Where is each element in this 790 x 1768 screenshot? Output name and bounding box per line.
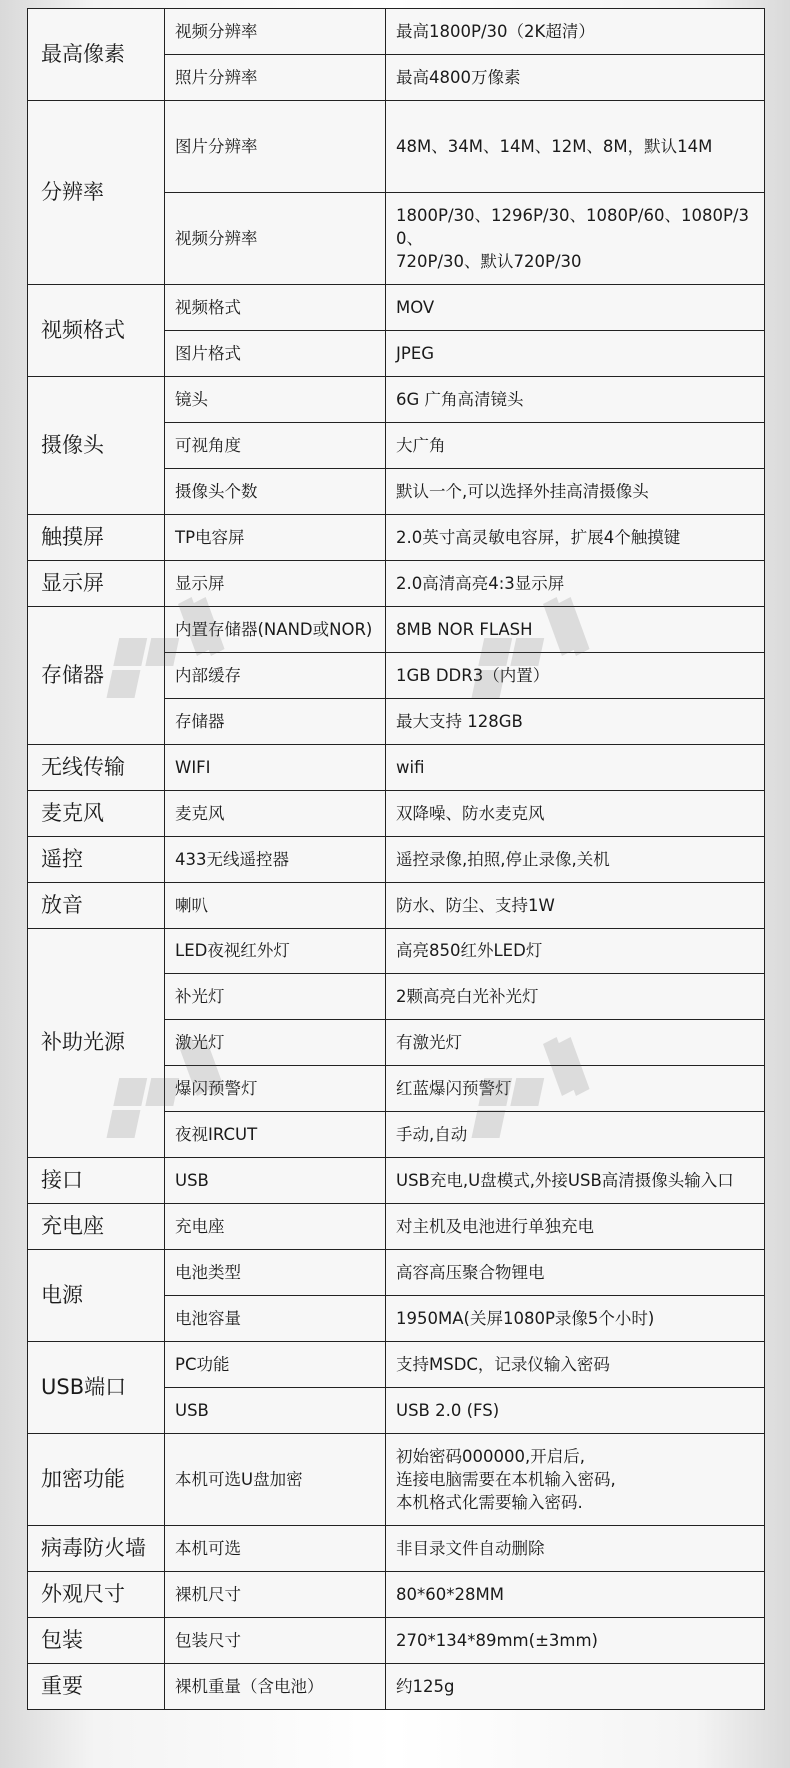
table-row	[28, 1433, 765, 1525]
item-value-line: 最大支持 128GB	[396, 711, 523, 731]
category-cell: 遥控	[28, 836, 165, 882]
item-value-cell	[386, 744, 765, 790]
item-value-cell	[386, 1433, 765, 1525]
item-name-cell: 视频分辨率	[165, 193, 386, 285]
category-cell: 电源	[28, 1250, 165, 1342]
table-row	[28, 1158, 765, 1204]
item-value-line: wifi	[396, 757, 425, 777]
item-value-line: 2.0英寸高灵敏电容屏，扩展4个触摸键	[396, 527, 681, 547]
item-value-line: USB充电,U盘模式,外接USB高清摄像头输入口	[396, 1171, 734, 1191]
item-value-line: JPEG	[396, 344, 435, 364]
item-value-line: 对主机及电池进行单独充电	[396, 1217, 594, 1237]
category-cell: USB端口	[28, 1342, 165, 1434]
table-row	[28, 1204, 765, 1250]
table-row	[28, 1618, 765, 1664]
table-row	[28, 882, 765, 928]
table-row	[28, 744, 765, 790]
item-value-line: 8MB NOR FLASH	[396, 619, 533, 639]
item-value-cell	[386, 652, 765, 698]
item-value-cell	[386, 698, 765, 744]
item-name-cell: TP电容屏	[165, 514, 386, 560]
item-name-cell: 433无线遥控器	[165, 836, 386, 882]
item-name-cell: 爆闪预警灯	[165, 1066, 386, 1112]
category-cell: 最高像素	[28, 9, 165, 101]
item-name-cell: 电池类型	[165, 1250, 386, 1296]
category-cell: 病毒防火墙	[28, 1526, 165, 1572]
item-value-line: 默认一个,可以选择外挂高清摄像头	[396, 481, 649, 501]
category-cell: 触摸屏	[28, 514, 165, 560]
category-cell: 显示屏	[28, 560, 165, 606]
item-name-cell: 镜头	[165, 377, 386, 423]
table-row	[28, 790, 765, 836]
category-cell: 充电座	[28, 1204, 165, 1250]
item-value-cell	[386, 1296, 765, 1342]
item-name-cell: WIFI	[165, 744, 386, 790]
category-cell: 补助光源	[28, 928, 165, 1158]
table-row	[28, 1572, 765, 1618]
item-value-cell	[386, 331, 765, 377]
item-name-cell: 本机可选U盘加密	[165, 1433, 386, 1525]
item-value-cell	[386, 1204, 765, 1250]
table-row	[28, 514, 765, 560]
item-name-cell: 可视角度	[165, 423, 386, 469]
item-value-cell	[386, 1158, 765, 1204]
item-value-cell	[386, 1572, 765, 1618]
category-cell: 重要	[28, 1663, 165, 1709]
item-name-cell: 内部缓存	[165, 652, 386, 698]
item-name-cell: 夜视IRCUT	[165, 1112, 386, 1158]
category-cell: 放音	[28, 882, 165, 928]
item-value-line: 本机格式化需要输入密码.	[396, 1493, 583, 1513]
item-value-cell	[386, 928, 765, 974]
item-name-cell: 激光灯	[165, 1020, 386, 1066]
category-cell: 外观尺寸	[28, 1572, 165, 1618]
item-value-cell	[386, 836, 765, 882]
item-value-line: 大广角	[396, 435, 446, 455]
item-value-line: 最高1800P/30（2K超清）	[396, 21, 595, 41]
item-value-cell	[386, 514, 765, 560]
item-value-cell	[386, 1066, 765, 1112]
category-cell: 加密功能	[28, 1433, 165, 1525]
category-cell: 摄像头	[28, 377, 165, 515]
category-cell: 分辨率	[28, 100, 165, 284]
item-value-line: 初始密码000000,开启后,	[396, 1447, 585, 1467]
item-value-line: 最高4800万像素	[396, 67, 521, 87]
item-value-cell	[386, 468, 765, 514]
category-cell: 无线传输	[28, 744, 165, 790]
item-value-line: 1GB DDR3（内置）	[396, 665, 550, 685]
item-value-line: 270*134*89mm(±3mm)	[396, 1630, 598, 1650]
item-value-line: 约125g	[396, 1676, 455, 1696]
item-name-cell: 视频分辨率	[165, 9, 386, 55]
category-cell: 视频格式	[28, 285, 165, 377]
item-value-cell	[386, 1526, 765, 1572]
item-value-line: 红蓝爆闪预警灯	[396, 1079, 512, 1099]
item-name-cell: 图片格式	[165, 331, 386, 377]
item-name-cell: 裸机重量（含电池）	[165, 1663, 386, 1709]
item-value-cell	[386, 882, 765, 928]
table-row	[28, 9, 765, 55]
item-value-line: 2.0高清高亮4:3显示屏	[396, 573, 565, 593]
table-row	[28, 1342, 765, 1388]
item-value-line: 手动,自动	[396, 1125, 468, 1145]
item-value-line: 高容高压聚合物锂电	[396, 1263, 545, 1283]
item-value-cell	[386, 1663, 765, 1709]
item-name-cell: 摄像头个数	[165, 468, 386, 514]
item-value-cell	[386, 560, 765, 606]
item-value-cell	[386, 1250, 765, 1296]
item-name-cell: 内置存储器(NAND或NOR)	[165, 606, 386, 652]
item-value-cell	[386, 54, 765, 100]
item-name-cell: USB	[165, 1388, 386, 1434]
item-value-cell	[386, 606, 765, 652]
item-value-cell	[386, 1112, 765, 1158]
table-row	[28, 928, 765, 974]
item-name-cell: 喇叭	[165, 882, 386, 928]
item-value-cell	[386, 790, 765, 836]
item-value-line: 高亮850红外LED灯	[396, 941, 543, 961]
item-value-cell	[386, 974, 765, 1020]
item-value-line: 有激光灯	[396, 1033, 462, 1053]
item-name-cell: 本机可选	[165, 1526, 386, 1572]
item-value-cell	[386, 100, 765, 192]
item-value-cell	[386, 1342, 765, 1388]
table-row	[28, 836, 765, 882]
table-row	[28, 1250, 765, 1296]
table-row	[28, 1526, 765, 1572]
item-name-cell: 存储器	[165, 698, 386, 744]
item-name-cell: 裸机尺寸	[165, 1572, 386, 1618]
item-name-cell: 电池容量	[165, 1296, 386, 1342]
item-value-line: 720P/30、默认720P/30	[396, 252, 582, 272]
item-value-cell	[386, 1020, 765, 1066]
item-value-line: 连接电脑需要在本机输入密码,	[396, 1470, 616, 1490]
item-value-line: 1950MA(关屏1080P录像5个小时)	[396, 1309, 655, 1329]
item-name-cell: 照片分辨率	[165, 54, 386, 100]
item-value-line: 防水、防尘、支持1W	[396, 895, 555, 915]
category-cell: 麦克风	[28, 790, 165, 836]
item-value-cell	[386, 193, 765, 285]
item-name-cell: 视频格式	[165, 285, 386, 331]
category-cell: 存储器	[28, 606, 165, 744]
item-value-line: 非目录文件自动删除	[396, 1539, 545, 1559]
item-value-line: USB 2.0 (FS)	[396, 1401, 500, 1420]
item-name-cell: 补光灯	[165, 974, 386, 1020]
spec-sheet	[27, 8, 764, 1710]
item-value-cell	[386, 1388, 765, 1434]
spec-table-body	[28, 9, 765, 1710]
item-value-cell	[386, 1618, 765, 1664]
item-value-cell	[386, 423, 765, 469]
item-value-cell	[386, 9, 765, 55]
category-cell: 接口	[28, 1158, 165, 1204]
item-name-cell: 麦克风	[165, 790, 386, 836]
table-row	[28, 377, 765, 423]
item-name-cell: 充电座	[165, 1204, 386, 1250]
table-row	[28, 1663, 765, 1709]
item-value-cell	[386, 377, 765, 423]
category-cell: 包装	[28, 1618, 165, 1664]
item-value-line: MOV	[396, 298, 435, 318]
table-row	[28, 100, 765, 192]
item-name-cell: LED夜视红外灯	[165, 928, 386, 974]
item-name-cell: 显示屏	[165, 560, 386, 606]
item-value-line: 48M、34M、14M、12M、8M，默认14M	[396, 136, 713, 156]
item-value-line: 双降噪、防水麦克风	[396, 803, 545, 823]
item-name-cell: PC功能	[165, 1342, 386, 1388]
table-row	[28, 285, 765, 331]
item-value-line: 2颗高亮白光补光灯	[396, 987, 539, 1007]
item-value-line: 1800P/30、1296P/30、1080P/60、1080P/30、	[396, 206, 749, 249]
item-value-line: 遥控录像,拍照,停止录像,关机	[396, 849, 610, 869]
item-name-cell: USB	[165, 1158, 386, 1204]
item-value-line: 80*60*28MM	[396, 1585, 504, 1605]
table-row	[28, 606, 765, 652]
item-name-cell: 包装尺寸	[165, 1618, 386, 1664]
table-row	[28, 560, 765, 606]
item-value-line: 6G 广角高清镜头	[396, 390, 524, 410]
spec-table	[27, 8, 765, 1710]
item-value-line: 支持MSDC，记录仪输入密码	[396, 1355, 610, 1375]
item-name-cell: 图片分辨率	[165, 100, 386, 192]
item-value-cell	[386, 285, 765, 331]
